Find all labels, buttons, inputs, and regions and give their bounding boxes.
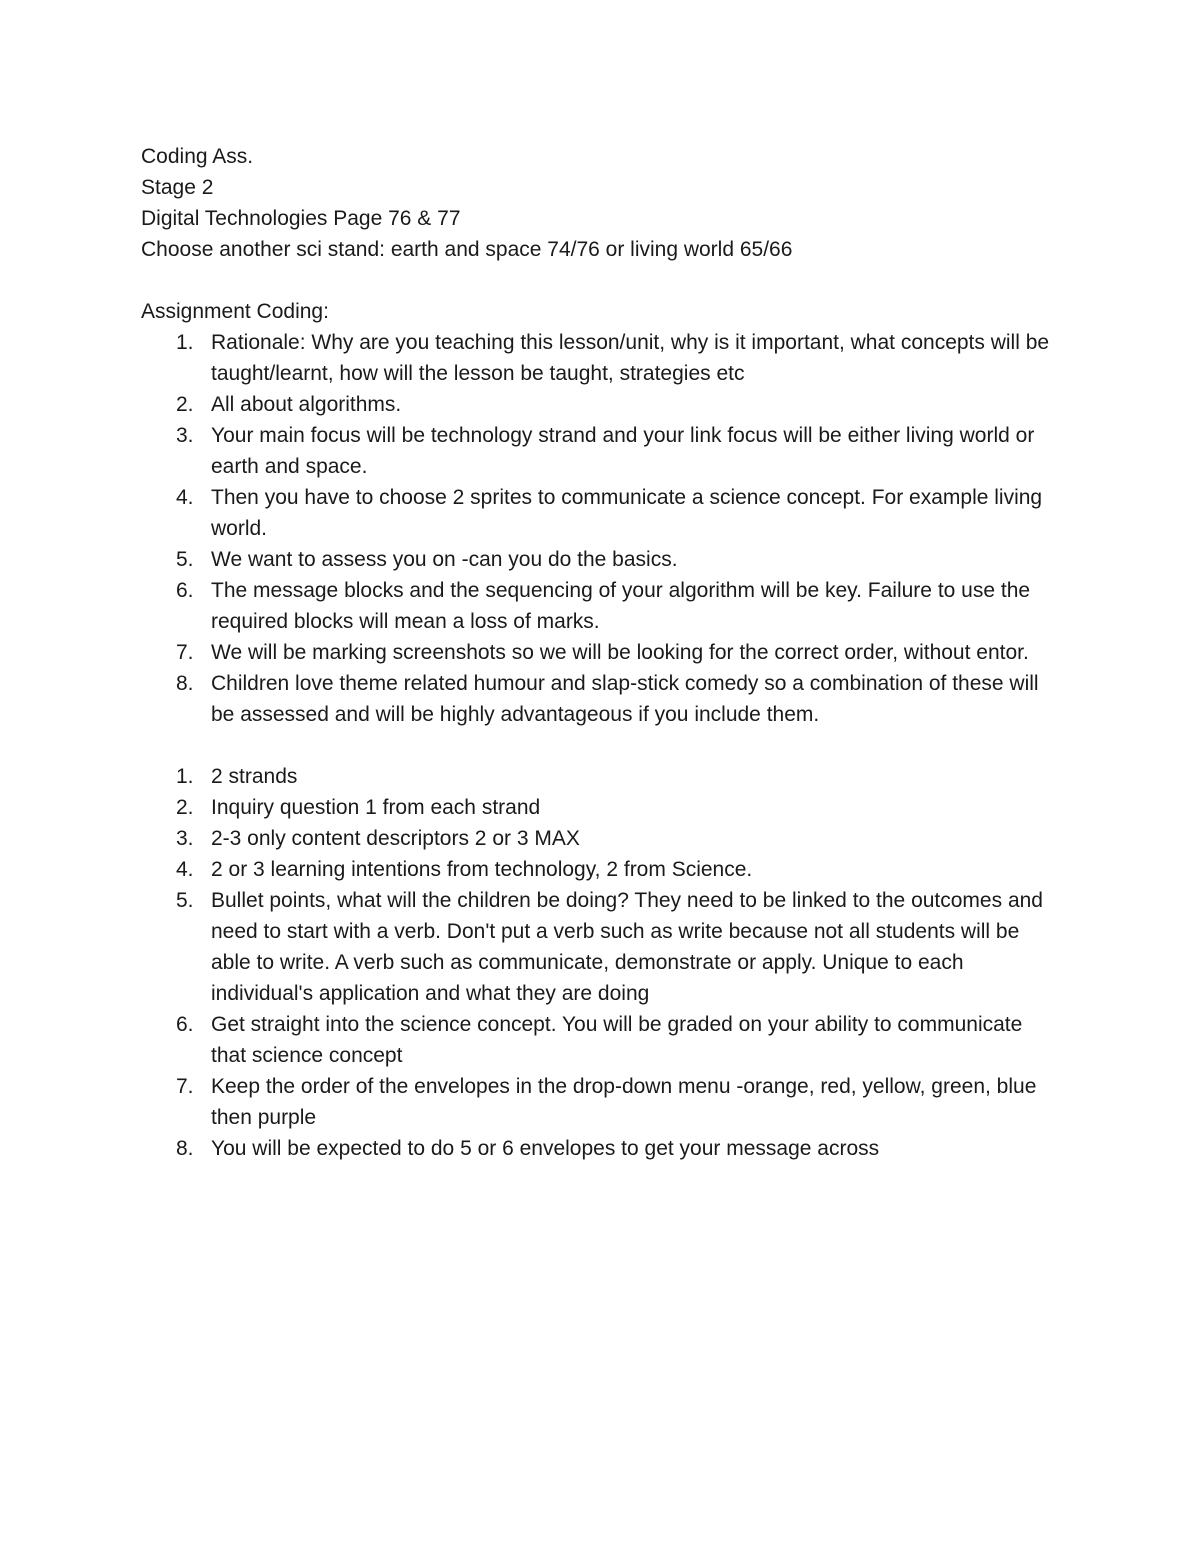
list-item [141, 482, 1061, 544]
list-item [141, 792, 1061, 823]
list-number: 3. [176, 424, 194, 447]
list-item-text: Inquiry question 1 from each strand [211, 796, 541, 819]
curriculum-reference: Digital Technologies Page 76 & 77 [141, 207, 461, 230]
list-number: 2. [176, 796, 194, 819]
list-item [141, 1071, 1061, 1133]
list-item-text: The message blocks and the sequencing of your algorithm will be key. Failure to use the required blocks will mean a loss of marks. [211, 579, 1031, 633]
list-item-text: You will be expected to do 5 or 6 envelopes to get your message across [211, 1137, 880, 1160]
list-item-text: Children love theme related humour and slap-stick comedy so a combination of these will be assessed and will be highly advantageous if you include them. [211, 672, 1039, 726]
list-item [141, 823, 1061, 854]
list-number: 4. [176, 858, 194, 881]
list-number: 5. [176, 889, 194, 912]
list-item-text: 2 or 3 learning intentions from technology, 2 from Science. [211, 858, 753, 881]
list-item-text: All about algorithms. [211, 393, 402, 416]
list-item [141, 1009, 1061, 1071]
list-item [141, 668, 1061, 730]
list-item [141, 854, 1061, 885]
list-item [141, 389, 1061, 420]
list-item [141, 420, 1061, 482]
list-item [141, 637, 1061, 668]
list-number: 7. [176, 1075, 194, 1098]
list-number: 2. [176, 393, 194, 416]
list-number: 1. [176, 331, 194, 354]
list-item-text: 2 strands [211, 765, 298, 788]
list-number: 6. [176, 1013, 194, 1036]
list-item-text: Get straight into the science concept. You will be graded on your ability to communicate that science concept [211, 1013, 1023, 1067]
list-item [141, 544, 1061, 575]
list-number: 5. [176, 548, 194, 571]
list-number: 1. [176, 765, 194, 788]
stage-line: Stage 2 [141, 176, 214, 199]
list-number: 8. [176, 1137, 194, 1160]
list-item [141, 761, 1061, 792]
list-item [141, 575, 1061, 637]
list-number: 4. [176, 486, 194, 509]
list-item-text: Then you have to choose 2 sprites to communicate a science concept. For example living world. [211, 486, 1043, 540]
list-item-text: Rationale: Why are you teaching this lesson/unit, why is it important, what concepts will be taught/learnt, how will the lesson be taught, strategies etc [211, 331, 1050, 385]
list-item-text: 2-3 only content descriptors 2 or 3 MAX [211, 827, 580, 850]
list-item-text: Bullet points, what will the children be doing? They need to be linked to the outcomes and need to start with a verb. Don't put a verb such as write because not all students will be able to write. A verb such as communicate, demonstrate or apply. Unique to each individual's application and what they are doing [211, 889, 1043, 1005]
list-number: 6. [176, 579, 194, 602]
list-item [141, 885, 1061, 1009]
requirements-list [141, 761, 1061, 1164]
blank-line [141, 265, 1061, 296]
list-item-text: We want to assess you on -can you do the basics. [211, 548, 678, 571]
assignment-list [141, 327, 1061, 730]
list-item-text: We will be marking screenshots so we will be looking for the correct order, without entor. [211, 641, 1029, 664]
blank-line [141, 730, 1061, 761]
list-item [141, 327, 1061, 389]
strand-choice-line: Choose another sci stand: earth and space 74/76 or living world 65/66 [141, 238, 793, 261]
list-item-text: Your main focus will be technology strand and your link focus will be either living world or earth and space. [211, 424, 1035, 478]
list-number: 3. [176, 827, 194, 850]
assignment-heading: Assignment Coding: [141, 300, 329, 323]
list-item-text: Keep the order of the envelopes in the drop-down menu -orange, red, yellow, green, blue then purple [211, 1075, 1037, 1129]
list-number: 7. [176, 641, 194, 664]
document-page [141, 141, 1061, 1164]
doc-title: Coding Ass. [141, 145, 254, 168]
list-item [141, 1133, 1061, 1164]
list-number: 8. [176, 672, 194, 695]
